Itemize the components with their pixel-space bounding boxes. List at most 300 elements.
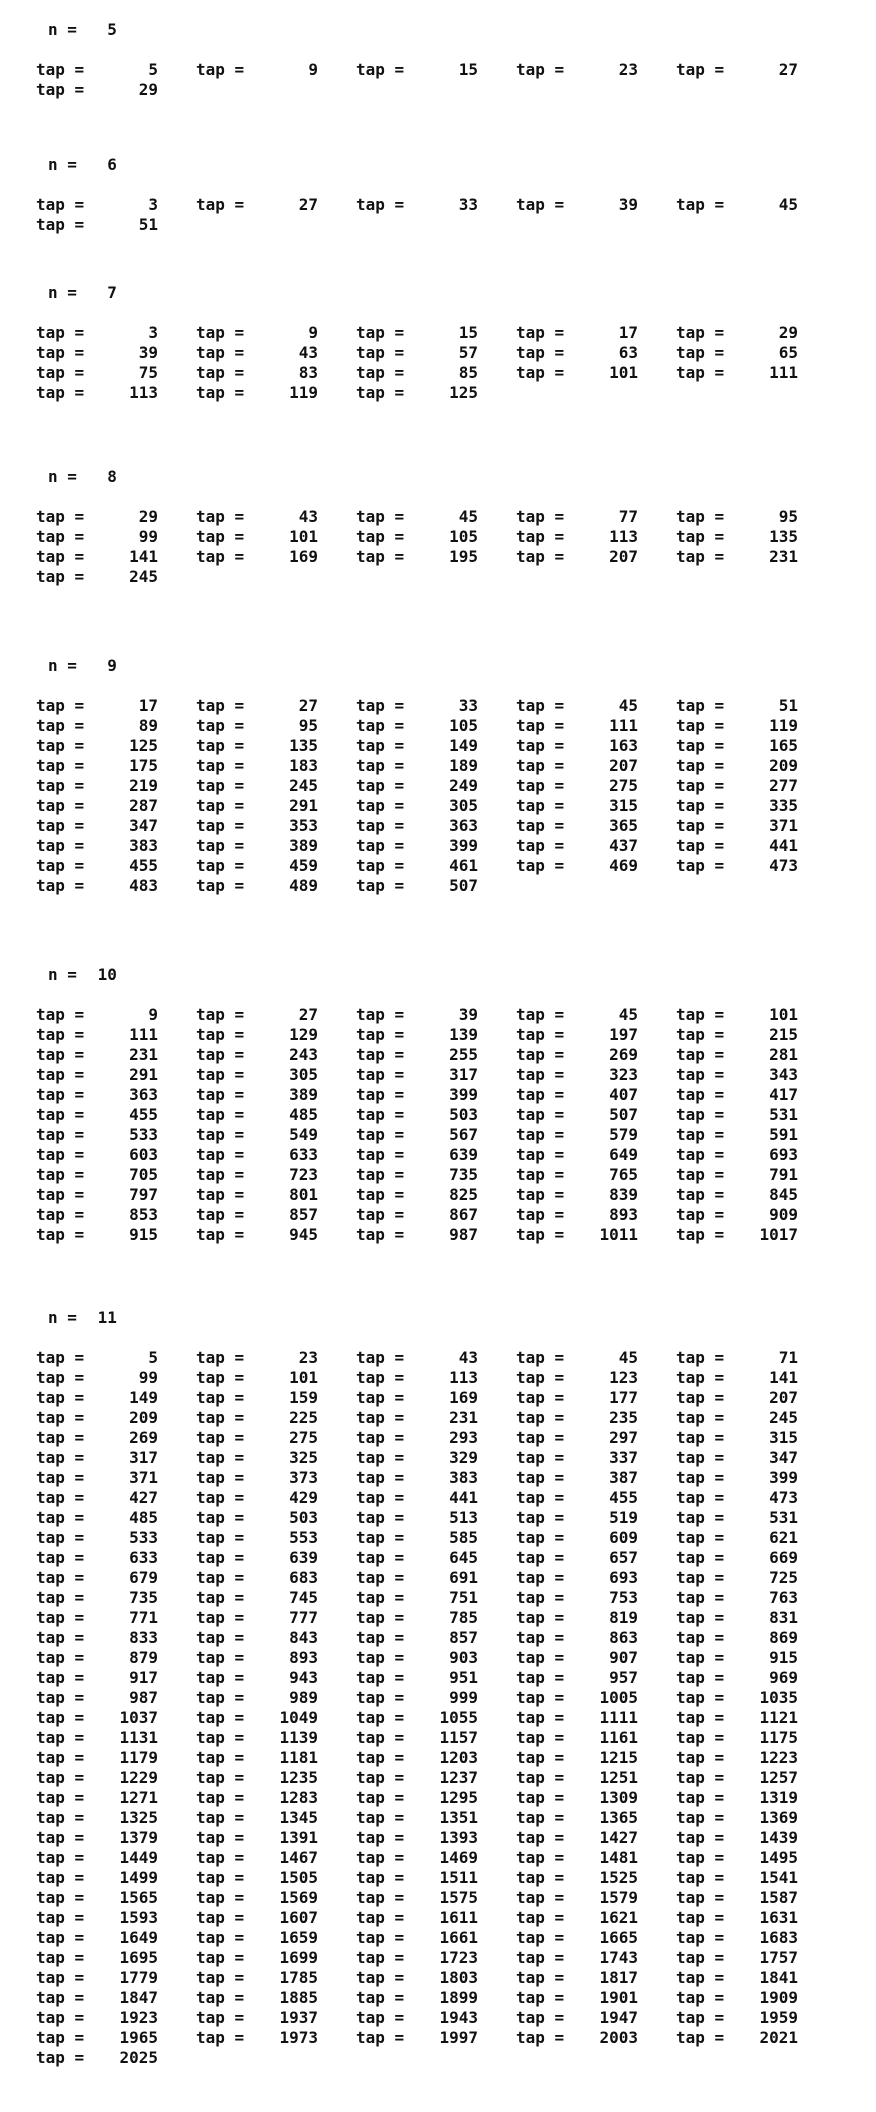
tap-label: tap = xyxy=(516,60,565,79)
tap-entry xyxy=(36,716,158,736)
tap-value: 27 xyxy=(298,696,318,715)
tap-entry xyxy=(196,1748,318,1768)
tap-label: tap = xyxy=(196,507,245,526)
tap-label: tap = xyxy=(516,1948,565,1967)
n-value: 6 xyxy=(107,155,117,174)
tap-label: tap = xyxy=(36,1508,85,1527)
tap-entry xyxy=(36,527,158,547)
tap-value: 725 xyxy=(769,1568,798,1587)
tap-value: 553 xyxy=(289,1528,318,1547)
tap-row xyxy=(0,60,876,80)
tap-value: 255 xyxy=(449,1045,478,1064)
tap-entry xyxy=(196,1428,318,1448)
tap-value: 591 xyxy=(769,1125,798,1144)
tap-entry xyxy=(196,1928,318,1948)
tap-entry xyxy=(196,1085,318,1105)
tap-row xyxy=(0,507,876,527)
tap-value: 1683 xyxy=(759,1928,798,1947)
tap-entry xyxy=(516,1408,638,1428)
tap-entry xyxy=(516,1748,638,1768)
tap-label: tap = xyxy=(356,1005,405,1024)
tap-label: tap = xyxy=(196,1145,245,1164)
tap-value: 63 xyxy=(618,343,638,362)
tap-value: 1723 xyxy=(439,1948,478,1967)
tap-value: 503 xyxy=(449,1105,478,1124)
tap-label: tap = xyxy=(36,776,85,795)
tap-value: 427 xyxy=(129,1488,158,1507)
n-heading xyxy=(48,656,117,676)
tap-entry xyxy=(196,1448,318,1468)
tap-entry xyxy=(516,1548,638,1568)
tap-entry xyxy=(356,1025,478,1045)
tap-label: tap = xyxy=(196,1708,245,1727)
tap-entry xyxy=(36,383,158,403)
tap-label: tap = xyxy=(676,1105,725,1124)
tap-label: tap = xyxy=(516,1868,565,1887)
tap-label: tap = xyxy=(516,1185,565,1204)
tap-entry xyxy=(676,195,798,215)
tap-entry xyxy=(196,1728,318,1748)
tap-entry xyxy=(676,2028,798,2048)
tap-entry xyxy=(196,1508,318,1528)
tap-entry xyxy=(516,1908,638,1928)
tap-label: tap = xyxy=(36,1185,85,1204)
tap-entry xyxy=(516,856,638,876)
tap-label: tap = xyxy=(196,343,245,362)
tap-value: 407 xyxy=(609,1085,638,1104)
tap-value: 1175 xyxy=(759,1728,798,1747)
tap-value: 101 xyxy=(289,527,318,546)
tap-label: tap = xyxy=(676,856,725,875)
tap-entry xyxy=(676,1848,798,1868)
tap-value: 753 xyxy=(609,1588,638,1607)
tap-label: tap = xyxy=(676,1568,725,1587)
tap-label: tap = xyxy=(676,1988,725,2007)
tap-value: 907 xyxy=(609,1648,638,1667)
tap-entry xyxy=(676,1348,798,1368)
tap-entry xyxy=(676,1888,798,1908)
tap-row xyxy=(0,1908,876,1928)
tap-entry xyxy=(36,1928,158,1948)
tap-value: 1959 xyxy=(759,2008,798,2027)
tap-entry xyxy=(676,1368,798,1388)
tap-value: 51 xyxy=(778,696,798,715)
tap-entry xyxy=(676,1768,798,1788)
tap-label: tap = xyxy=(196,1508,245,1527)
tap-label: tap = xyxy=(196,1968,245,1987)
tap-label: tap = xyxy=(196,1948,245,1967)
tap-entry xyxy=(196,60,318,80)
tap-label: tap = xyxy=(196,1005,245,1024)
tap-value: 269 xyxy=(609,1045,638,1064)
tap-label: tap = xyxy=(36,796,85,815)
tap-entry xyxy=(196,527,318,547)
tap-value: 1943 xyxy=(439,2008,478,2027)
tap-label: tap = xyxy=(676,1065,725,1084)
tap-value: 3 xyxy=(148,323,158,342)
tap-label: tap = xyxy=(356,1468,405,1487)
n-value: 7 xyxy=(107,283,117,302)
tap-entry xyxy=(516,1065,638,1085)
tap-label: tap = xyxy=(516,1628,565,1647)
tap-value: 1005 xyxy=(599,1688,638,1707)
tap-label: tap = xyxy=(196,1648,245,1667)
tap-entry xyxy=(36,567,158,587)
tap-value: 15 xyxy=(458,60,478,79)
tap-entry xyxy=(356,1788,478,1808)
tap-label: tap = xyxy=(36,1568,85,1587)
tap-value: 99 xyxy=(138,527,158,546)
tap-label: tap = xyxy=(36,1005,85,1024)
tap-label: tap = xyxy=(196,1368,245,1387)
tap-entry xyxy=(36,1448,158,1468)
tap-value: 441 xyxy=(449,1488,478,1507)
tap-entry xyxy=(196,1488,318,1508)
tap-label: tap = xyxy=(676,1125,725,1144)
tap-label: tap = xyxy=(196,696,245,715)
tap-row xyxy=(0,836,876,856)
tap-entry xyxy=(356,1368,478,1388)
tap-entry xyxy=(356,507,478,527)
tap-entry xyxy=(36,507,158,527)
tap-label: tap = xyxy=(676,1508,725,1527)
tap-label: tap = xyxy=(36,1025,85,1044)
tap-row xyxy=(0,1368,876,1388)
tap-entry xyxy=(516,1105,638,1125)
tap-value: 277 xyxy=(769,776,798,795)
tap-entry xyxy=(516,60,638,80)
tap-entry xyxy=(36,1848,158,1868)
tap-label: tap = xyxy=(36,507,85,526)
tap-label: tap = xyxy=(356,1848,405,1867)
tap-label: tap = xyxy=(36,1968,85,1987)
tap-value: 29 xyxy=(138,80,158,99)
tap-row xyxy=(0,1728,876,1748)
tap-entry xyxy=(516,1688,638,1708)
tap-label: tap = xyxy=(356,1828,405,1847)
tap-value: 531 xyxy=(769,1508,798,1527)
tap-entry xyxy=(36,60,158,80)
tap-label: tap = xyxy=(676,1388,725,1407)
tap-entry xyxy=(516,1145,638,1165)
tap-value: 609 xyxy=(609,1528,638,1547)
tap-value: 243 xyxy=(289,1045,318,1064)
tap-entry xyxy=(356,696,478,716)
tap-label: tap = xyxy=(36,1225,85,1244)
tap-label: tap = xyxy=(356,856,405,875)
tap-entry xyxy=(36,1548,158,1568)
tap-row xyxy=(0,796,876,816)
tap-row xyxy=(0,1948,876,1968)
tap-entry xyxy=(36,1828,158,1848)
tap-entry xyxy=(356,1968,478,1988)
tap-label: tap = xyxy=(356,1368,405,1387)
tap-entry xyxy=(516,816,638,836)
tap-value: 39 xyxy=(138,343,158,362)
tap-label: tap = xyxy=(36,1085,85,1104)
tap-label: tap = xyxy=(196,527,245,546)
tap-row xyxy=(0,1185,876,1205)
n-heading xyxy=(48,1308,117,1328)
tap-label: tap = xyxy=(676,527,725,546)
tap-entry xyxy=(516,1388,638,1408)
tap-value: 29 xyxy=(778,323,798,342)
tap-entry xyxy=(676,547,798,567)
tap-label: tap = xyxy=(356,756,405,775)
tap-value: 389 xyxy=(289,1085,318,1104)
tap-row xyxy=(0,1608,876,1628)
tap-value: 383 xyxy=(449,1468,478,1487)
tap-value: 1885 xyxy=(279,1988,318,2007)
tap-value: 489 xyxy=(289,876,318,895)
tap-entry xyxy=(356,1588,478,1608)
tap-row xyxy=(0,1828,876,1848)
tap-entry xyxy=(356,1488,478,1508)
tap-label: tap = xyxy=(36,1165,85,1184)
tap-value: 9 xyxy=(308,323,318,342)
tap-value: 23 xyxy=(298,1348,318,1367)
tap-row xyxy=(0,776,876,796)
tap-label: tap = xyxy=(36,1548,85,1567)
tap-value: 831 xyxy=(769,1608,798,1627)
tap-value: 533 xyxy=(129,1528,158,1547)
tap-entry xyxy=(356,876,478,896)
tap-value: 1579 xyxy=(599,1888,638,1907)
tap-label: tap = xyxy=(196,776,245,795)
tap-entry xyxy=(676,716,798,736)
tap-entry xyxy=(676,696,798,716)
tap-entry xyxy=(36,1888,158,1908)
tap-value: 867 xyxy=(449,1205,478,1224)
tap-value: 639 xyxy=(449,1145,478,1164)
tap-label: tap = xyxy=(36,1688,85,1707)
tap-label: tap = xyxy=(356,1508,405,1527)
tap-label: tap = xyxy=(196,2028,245,2047)
tap-value: 1369 xyxy=(759,1808,798,1827)
tap-label: tap = xyxy=(36,856,85,875)
tap-value: 1699 xyxy=(279,1948,318,1967)
tap-row xyxy=(0,80,876,100)
tap-entry xyxy=(676,1105,798,1125)
tap-value: 85 xyxy=(458,363,478,382)
tap-label: tap = xyxy=(516,1388,565,1407)
tap-row xyxy=(0,1165,876,1185)
tap-entry xyxy=(196,343,318,363)
tap-value: 943 xyxy=(289,1668,318,1687)
tap-entry xyxy=(676,1388,798,1408)
tap-row xyxy=(0,1928,876,1948)
tap-value: 245 xyxy=(289,776,318,795)
tap-value: 207 xyxy=(609,547,638,566)
tap-value: 33 xyxy=(458,195,478,214)
tap-value: 1035 xyxy=(759,1688,798,1707)
tap-entry xyxy=(676,1648,798,1668)
tap-label: tap = xyxy=(36,1348,85,1367)
tap-label: tap = xyxy=(196,1428,245,1447)
tap-value: 297 xyxy=(609,1428,638,1447)
tap-label: tap = xyxy=(356,527,405,546)
tap-entry xyxy=(676,1988,798,2008)
tap-entry xyxy=(36,1045,158,1065)
tap-label: tap = xyxy=(516,816,565,835)
tap-label: tap = xyxy=(196,1608,245,1627)
tap-value: 999 xyxy=(449,1688,478,1707)
tap-value: 1427 xyxy=(599,1828,638,1847)
tap-entry xyxy=(676,60,798,80)
tap-value: 275 xyxy=(289,1428,318,1447)
tap-entry xyxy=(516,1528,638,1548)
tap-entry xyxy=(196,1165,318,1185)
tap-value: 777 xyxy=(289,1608,318,1627)
tap-label: tap = xyxy=(676,1788,725,1807)
tap-row xyxy=(0,1005,876,1025)
n-label: n = xyxy=(48,20,77,39)
tap-value: 987 xyxy=(449,1225,478,1244)
tap-entry xyxy=(196,363,318,383)
tap-entry xyxy=(356,1085,478,1105)
tap-value: 141 xyxy=(769,1368,798,1387)
tap-value: 507 xyxy=(449,876,478,895)
tap-value: 853 xyxy=(129,1205,158,1224)
tap-label: tap = xyxy=(516,1928,565,1947)
tap-entry xyxy=(196,1828,318,1848)
tap-value: 819 xyxy=(609,1608,638,1627)
tap-label: tap = xyxy=(356,1968,405,1987)
tap-entry xyxy=(516,796,638,816)
tap-entry xyxy=(516,1988,638,2008)
tap-label: tap = xyxy=(196,195,245,214)
tap-entry xyxy=(356,1528,478,1548)
tap-entry xyxy=(356,856,478,876)
tap-value: 745 xyxy=(289,1588,318,1607)
tap-entry xyxy=(196,1368,318,1388)
tap-value: 347 xyxy=(769,1448,798,1467)
tap-label: tap = xyxy=(36,323,85,342)
tap-entry xyxy=(36,816,158,836)
tap-value: 365 xyxy=(609,816,638,835)
tap-value: 1055 xyxy=(439,1708,478,1727)
tap-label: tap = xyxy=(356,547,405,566)
tap-value: 869 xyxy=(769,1628,798,1647)
tap-value: 951 xyxy=(449,1668,478,1687)
tap-entry xyxy=(676,1065,798,1085)
tap-row xyxy=(0,1688,876,1708)
n-heading xyxy=(48,155,117,175)
tap-label: tap = xyxy=(356,1388,405,1407)
tap-entry xyxy=(356,776,478,796)
tap-entry xyxy=(356,343,478,363)
tap-value: 857 xyxy=(289,1205,318,1224)
tap-label: tap = xyxy=(356,1125,405,1144)
tap-value: 5 xyxy=(148,1348,158,1367)
tap-value: 209 xyxy=(769,756,798,775)
tap-value: 1649 xyxy=(119,1928,158,1947)
tap-entry xyxy=(36,796,158,816)
tap-value: 105 xyxy=(449,527,478,546)
tap-label: tap = xyxy=(356,796,405,815)
tap-row xyxy=(0,1508,876,1528)
tap-entry xyxy=(516,1205,638,1225)
tap-label: tap = xyxy=(516,756,565,775)
tap-value: 83 xyxy=(298,363,318,382)
tap-value: 105 xyxy=(449,716,478,735)
tap-value: 693 xyxy=(609,1568,638,1587)
tap-entry xyxy=(36,1085,158,1105)
tap-entry xyxy=(356,1448,478,1468)
tap-entry xyxy=(36,736,158,756)
tap-label: tap = xyxy=(676,1828,725,1847)
tap-entry xyxy=(676,1968,798,1988)
tap-value: 1973 xyxy=(279,2028,318,2047)
tap-label: tap = xyxy=(36,1768,85,1787)
tap-value: 763 xyxy=(769,1588,798,1607)
tap-label: tap = xyxy=(676,1528,725,1547)
tap-entry xyxy=(196,2028,318,2048)
tap-value: 17 xyxy=(618,323,638,342)
tap-entry xyxy=(676,1205,798,1225)
tap-value: 99 xyxy=(138,1368,158,1387)
tap-value: 1379 xyxy=(119,1828,158,1847)
tap-label: tap = xyxy=(516,1145,565,1164)
tap-label: tap = xyxy=(676,1868,725,1887)
tap-row xyxy=(0,696,876,716)
tap-entry xyxy=(516,776,638,796)
tap-entry xyxy=(676,1808,798,1828)
tap-entry xyxy=(676,1125,798,1145)
tap-entry xyxy=(676,1708,798,1728)
tap-label: tap = xyxy=(676,1668,725,1687)
tap-value: 43 xyxy=(298,343,318,362)
tap-label: tap = xyxy=(676,1848,725,1867)
tap-label: tap = xyxy=(36,1668,85,1687)
tap-label: tap = xyxy=(36,1145,85,1164)
tap-entry xyxy=(516,696,638,716)
tap-value: 585 xyxy=(449,1528,478,1547)
tap-label: tap = xyxy=(516,696,565,715)
tap-entry xyxy=(516,836,638,856)
tap-label: tap = xyxy=(196,1568,245,1587)
tap-entry xyxy=(36,1948,158,1968)
n-heading xyxy=(48,20,117,40)
tap-entry xyxy=(196,1025,318,1045)
tap-entry xyxy=(36,1065,158,1085)
tap-label: tap = xyxy=(36,1948,85,1967)
tap-value: 657 xyxy=(609,1548,638,1567)
tap-entry xyxy=(196,1908,318,1928)
tap-value: 129 xyxy=(289,1025,318,1044)
tap-value: 123 xyxy=(609,1368,638,1387)
tap-entry xyxy=(676,343,798,363)
tap-label: tap = xyxy=(36,1788,85,1807)
tap-value: 455 xyxy=(129,856,158,875)
tap-value: 305 xyxy=(289,1065,318,1084)
tap-label: tap = xyxy=(36,363,85,382)
tap-label: tap = xyxy=(196,1768,245,1787)
tap-label: tap = xyxy=(676,1145,725,1164)
tap-entry xyxy=(196,1185,318,1205)
tap-entry xyxy=(516,736,638,756)
tap-entry xyxy=(196,547,318,567)
tap-entry xyxy=(676,1448,798,1468)
tap-label: tap = xyxy=(36,876,85,895)
tap-label: tap = xyxy=(676,1085,725,1104)
tap-value: 1607 xyxy=(279,1908,318,1927)
tap-entry xyxy=(356,1005,478,1025)
tap-row xyxy=(0,716,876,736)
tap-entry xyxy=(516,1768,638,1788)
tap-entry xyxy=(356,1548,478,1568)
tap-label: tap = xyxy=(36,756,85,775)
